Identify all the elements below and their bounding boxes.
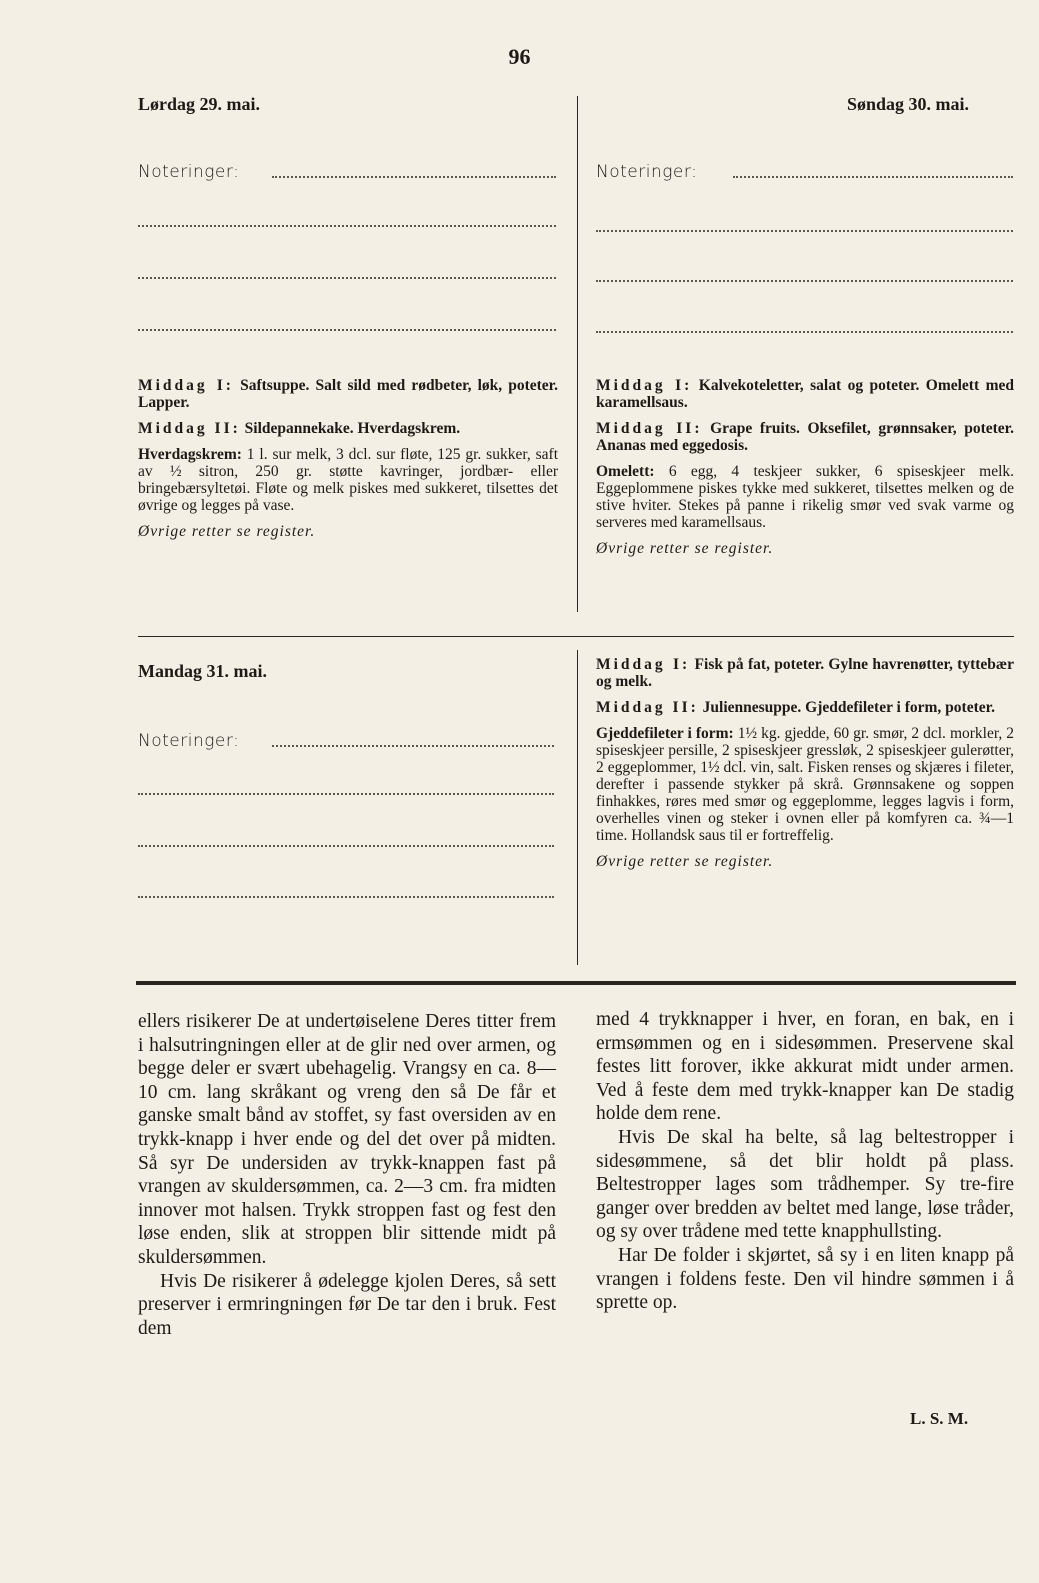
- notes-line: [138, 793, 554, 795]
- article-paragraph: Har De folder i skjørtet, så sy i en liten knapp på vrangen i foldens feste. Den vil hindre sømmen i å sprette op.: [596, 1244, 1014, 1314]
- day-heading-sunday: Søndag 30. mai.: [847, 94, 970, 114]
- notes-line: [596, 331, 1013, 333]
- dinner-1-text: Saftsuppe. Salt sild med rødbeter, løk, poteter. Lapper.: [138, 377, 559, 411]
- menu-monday: [596, 656, 1014, 879]
- notes-line: [138, 225, 556, 227]
- notes-label-sunday: Noteringer:: [596, 162, 698, 182]
- recipe-text: 1½ kg. gjedde, 60 gr. smør, 2 dcl. morkler, 2 spiseskjeer persille, 2 spiseskjeer gressløk, 2 spiseskjeer gulerøtter, 2 eggeplommer, 1½ dcl. vin, salt. Fisken renses og skjæres i fileter, derefter i passende stykker på skrå. Grønnsakene og soppen finhakkes, røres med smør og eggeplomme, legges lagvis i form, overhelles vinen og steker i ovnen eller på komfyren ca. ¾—1 time. Hollandsk saus til er fortreffelig.: [596, 725, 1015, 844]
- notes-line: [138, 329, 556, 331]
- day-heading-saturday: Lørdag 29. mai.: [138, 94, 261, 114]
- column-divider: [577, 96, 578, 612]
- other-dishes-note: Øvrige retter se register.: [596, 540, 774, 557]
- dinner-1-text: Fisk på fat, poteter. Gylne havrenøtter, tyttebær og melk.: [596, 656, 1014, 690]
- notes-line: [272, 176, 556, 178]
- author-signature: L. S. M.: [910, 1409, 969, 1428]
- notes-line: [272, 745, 554, 747]
- dinner-2-text: Juliennesuppe. Gjeddefileter i form, poteter.: [702, 699, 995, 716]
- article-paragraph: Hvis De risikerer å ødelegge kjolen Deres, så sett preserver i ermringningen før De tar den i bruk. Fest dem: [138, 1270, 556, 1339]
- dinner-2-text: Sildepannekake. Hverdagskrem.: [244, 420, 461, 437]
- dinner-1: [138, 377, 558, 411]
- notes-line: [596, 280, 1013, 282]
- recipe-text: 6 egg, 4 teskjeer sukker, 6 spiseskjeer melk. Eggeplommene piskes tykke med sukkeret, tilsettes melken og de stive hviter. Stekes på panne i rikelig smør ved svak varme og serveres med karamellsaus.: [596, 463, 1015, 531]
- article-paragraph: ellers risikerer De at undertøiselene Deres titter frem i halsutringningen eller at de glir ned over armen, og begge deler er svært ubehagelig. Vrangsy en ca. 8—10 cm. lang skråkant og vreng den så De får et ganske smalt bånd av stoffet, sy fast oversiden av en trykk-knapp i hver ende og del det over på midten. Så syr De undersiden av trykk-knappen fast på vrangen av skuldersømmen, ca. 2—3 cm. fra midten innover mot halsen. Trykk stroppen fast og fest den løse enden, slik at stroppen blir sittende midt på skuldersømmen.: [138, 1011, 556, 1268]
- dinner-2-text: Grape fruits. Oksefilet, grønnsaker, poteter. Ananas med eggedosis.: [596, 420, 1014, 454]
- dinner-2: [596, 699, 1014, 716]
- dinner-2: [138, 420, 558, 437]
- notes-line: [138, 845, 554, 847]
- recipe-title: Omelett:: [596, 463, 655, 480]
- dinner-1-label: Middag I:: [596, 656, 691, 673]
- other-dishes-note: Øvrige retter se register.: [596, 853, 774, 870]
- dinner-1: [596, 377, 1014, 411]
- recipe-text: 1 l. sur melk, 3 dcl. sur fløte, 125 gr. sukker, saft av ½ sitron, 250 gr. støtte kavringer, jordbær- eller bringebærsyltetøi. Fløte og melk piskes med sukkeret, tilsettes det øvrige og legges på vase.: [138, 446, 558, 514]
- section-divider: [138, 636, 1014, 637]
- dinner-2-label: Middag II:: [138, 420, 241, 437]
- recipe-title: Hverdagskrem:: [138, 446, 242, 463]
- dinner-1-label: Middag I:: [138, 377, 234, 394]
- menu-saturday: [138, 377, 558, 549]
- page-number: 96: [508, 44, 531, 69]
- article-paragraph: med 4 trykknapper i hver, en foran, en bak, en i ermsømmen og en i sidesømmen. Preservene skal festes litt forover, ikke akkurat midt under armen. Ved å feste dem med trykk-knapper kan De stadig holde dem rene.: [596, 1009, 1014, 1125]
- column-divider: [577, 650, 578, 965]
- notes-line: [138, 896, 554, 898]
- article-rule: [136, 981, 1016, 985]
- dinner-1-text: Kalvekoteletter, salat og poteter. Omelett med karamellsaus.: [596, 377, 1015, 411]
- recipe: [596, 725, 1014, 844]
- dinner-2-label: Middag II:: [596, 420, 703, 437]
- dinner-1-label: Middag I:: [596, 377, 693, 394]
- article-column-right: [596, 1008, 1014, 1315]
- day-heading-monday: Mandag 31. mai.: [138, 661, 268, 681]
- notes-label-saturday: Noteringer:: [138, 162, 240, 182]
- dinner-1: [596, 656, 1014, 690]
- article-column-left: [138, 1010, 556, 1340]
- menu-sunday: [596, 377, 1014, 566]
- article-paragraph: Hvis De skal ha belte, så lag beltestropper i sidesømmene, så det blir holdt på plass. Beltestropper lages som trådhemper. Sy tre-fire ganger over bredden av beltet med lange, løse tråder, og sy over trådene med tette knapphullsting.: [596, 1126, 1014, 1243]
- recipe-title: Gjeddefileter i form:: [596, 725, 734, 742]
- dinner-2: [596, 420, 1014, 454]
- recipe: [138, 446, 558, 514]
- notes-line: [733, 176, 1013, 178]
- dinner-2-label: Middag II:: [596, 699, 699, 716]
- recipe: [596, 463, 1014, 531]
- notes-line: [138, 277, 556, 279]
- notes-line: [596, 230, 1013, 232]
- notes-label-monday: Noteringer:: [138, 731, 240, 751]
- other-dishes-note: Øvrige retter se register.: [138, 523, 316, 540]
